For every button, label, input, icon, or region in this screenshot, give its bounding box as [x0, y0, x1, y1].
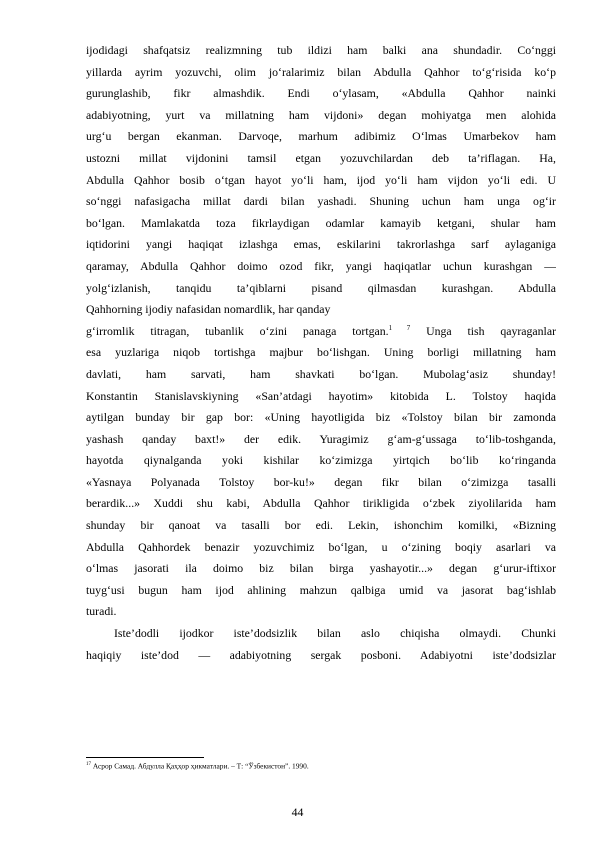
- footnote-number: 17: [86, 762, 91, 767]
- text-line: so‘nggi nafasigacha millat dardi bilan yashadi. Shuning uchun ham unga og‘ir: [86, 194, 556, 209]
- footnote-reference[interactable]: 1 7: [388, 323, 411, 332]
- text-line: ustozni millat vijdonini tamsil etgan yozuvchilardan deb ta’riflagan. Ha,: [86, 150, 556, 165]
- footnote-divider: [86, 757, 204, 758]
- text-line: turadi.: [86, 604, 117, 619]
- text-line: «Yasnaya Polyanada Tolstoy bor-ku!» degan fikr bilan o‘zimizga tasalli: [86, 474, 556, 489]
- paragraph-first-line: Iste’dodli ijodkor iste’dodsizlik bilan aslo chiqisha olmaydi. Chunki: [114, 626, 556, 641]
- text-segment: Unga tish qayraganlar: [410, 323, 556, 338]
- text-line: o‘lmas jasorati ila doimo biz bilan birga yashayotir...» degan g‘urur-iftixor: [86, 561, 556, 576]
- text-line: hayotda qiynalganda yoki kishilar ko‘zimizga yirtqich bo‘lib ko‘ringanda: [86, 453, 556, 468]
- footnote: [86, 760, 309, 771]
- text-line: iqtidorini yangi haqiqat izlashga emas, eskilarini takrorlashga sarf aylaganiga: [86, 237, 556, 252]
- text-line: gurunglashib, fikr almashdik. Endi o‘ylasam, «Abdulla Qahhor nainki: [86, 86, 556, 101]
- text-line: yolg‘izlanish, tanqidu ta’qiblarni pisand qilmasdan kurashgan. Abdulla: [86, 280, 556, 295]
- text-line-with-footnote: [86, 321, 556, 343]
- text-line: haqiqiy iste’dod — adabiyotning sergak posboni. Adabiyotni iste’dodsizlar: [86, 647, 556, 662]
- text-line: Abdulla Qahhordek benazir yozuvchimiz bo‘lgan, u o‘zining boqiy asarlari va: [86, 539, 556, 554]
- text-line: adabiyotning, yurt va millatning ham vijdoni» degan mohiyatga men alohida: [86, 107, 556, 122]
- text-line: aytilgan bunday bir gap bor: «Uning hayotligida biz «Tolstoy bilan bir zamonda: [86, 410, 556, 425]
- text-line: berardik...» Xuddi shu kabi, Abdulla Qahhor tirikligida o‘zbek ziyolilarida ham: [86, 496, 556, 511]
- text-line: yillarda ayrim yozuvchi, olim jo‘ralarimiz bilan Abdulla Qahhor to‘g‘risida ko‘p: [86, 64, 556, 79]
- text-line: davlati, ham sarvati, ham shavkati bo‘lgan. Mubolag‘asiz shunday!: [86, 366, 556, 381]
- text-line: Konstantin Stanislavskiyning «San’atdagi hayotim» kitobida L. Tolstoy haqida: [86, 388, 556, 403]
- footnote-text: Асрор Самад. Абдулла Қаҳҳор ҳикматлари. – Т: “Ўзбекистон”. 1990.: [91, 761, 309, 771]
- text-line: Abdulla Qahhor bosib o‘tgan hayot yo‘li ham, ijod yo‘li ham vijdon yo‘li edi. U: [86, 172, 556, 187]
- text-line: bo‘lgan. Mamlakatda toza fikrlaydigan odamlar kamayib ketgani, shular ham: [86, 215, 556, 230]
- text-line: esa yuzlariga niqob tortishga majbur bo‘lishgan. Uning borligi millatning ham: [86, 345, 556, 360]
- text-line: yashash qanday baxt!» der edik. Yuragimiz g‘am-g‘ussaga to‘lib-toshganda,: [86, 431, 556, 446]
- text-line: tuyg‘usi bugun ham ijod ahlining mahzun qalbiga umid va jasorat bag‘ishlab: [86, 582, 556, 597]
- text-line: ijodidagi shafqatsiz realizmning tub ildizi ham balki ana shundadir. Co‘nggi: [86, 43, 556, 57]
- text-line: qaramay, Abdulla Qahhor doimo ozod fikr, yangi haqiqatlar uchun kurashgan —: [86, 258, 556, 273]
- text-line: Qahhorning ijodiy nafasidan nomardlik, har qanday: [86, 302, 331, 317]
- text-line: urg‘u bergan ekanman. Darvoqe, marhum adibimiz O‘lmas Umarbekov ham: [86, 129, 556, 144]
- body-text: [86, 40, 556, 666]
- text-line: shunday bir qanoat va tasalli bor edi. Lekin, ishonchim komilki, «Bizning: [86, 518, 556, 533]
- page-number: 44: [291, 805, 304, 819]
- text-segment: g‘irromlik titragan, tubanlik o‘zini panaga tortgan.: [86, 323, 389, 338]
